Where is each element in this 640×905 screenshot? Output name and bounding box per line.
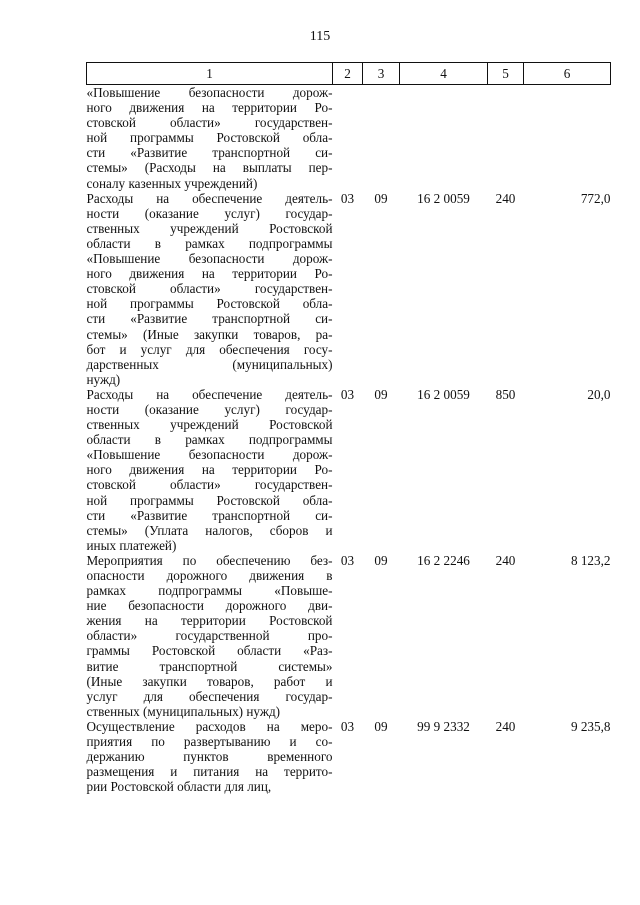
description-line: стовской области» государствен- (86, 477, 333, 493)
description-line: витие транспортной системы» (86, 658, 333, 674)
row-target-article (400, 85, 488, 191)
row-expense-type: 850 (495, 386, 516, 402)
description-line: соналу казенных учреждений) (86, 175, 258, 191)
row-amount: 8 123,2 (570, 552, 611, 568)
description-line: граммы Ростовской области «Раз- (86, 643, 333, 659)
description-line: дарственных (муниципальных) (86, 356, 333, 372)
description-line: ной программы Ростовской обла- (86, 296, 333, 312)
table-row (87, 719, 611, 794)
column-header-5: 5 (488, 63, 524, 85)
description-line: ственных учреждений Ростовской (86, 417, 333, 433)
row-amount (524, 85, 611, 191)
description-line: стемы» (Иные закупки товаров, ра- (86, 326, 333, 342)
row-section: 03 (340, 552, 355, 568)
description-line: области» государственной про- (86, 628, 333, 644)
row-expense-type: 240 (495, 718, 516, 734)
column-header-4: 4 (400, 63, 488, 85)
description-line: ственных учреждений Ростовской (86, 220, 333, 236)
row-description (87, 719, 333, 794)
row-description (87, 85, 333, 191)
row-subsection: 09 (374, 552, 388, 568)
row-section: 03 (340, 718, 355, 734)
row-subsection (363, 85, 400, 191)
description-line: опасности дорожного движения в (86, 568, 333, 583)
description-line: Осуществление расходов на меро- (86, 718, 333, 734)
description-line: стовской области» государствен- (86, 281, 333, 297)
description-line: стемы» (Уплата налогов, сборов и (86, 522, 333, 538)
description-line: области в рамках подпрограммы (86, 432, 333, 448)
row-target-article: 16 2 0059 (417, 386, 470, 402)
table-row (87, 191, 611, 387)
description-line: сти «Развитие транспортной си- (86, 145, 333, 161)
row-description (87, 553, 333, 719)
description-line: рамках подпрограммы «Повыше- (86, 583, 333, 599)
description-line: области в рамках подпрограммы (86, 235, 333, 251)
column-header-6: 6 (524, 63, 611, 85)
description-line: Расходы на обеспечение деятель- (86, 386, 333, 402)
description-line: нужд) (86, 371, 121, 387)
row-subsection: 09 (374, 386, 388, 402)
description-line: сти «Развитие транспортной си- (86, 311, 333, 327)
description-line: Расходы на обеспечение деятель- (86, 190, 333, 206)
description-line: рии Ростовской области для лиц, (86, 779, 272, 795)
row-amount: 772,0 (580, 190, 611, 206)
table-row (87, 85, 611, 191)
description-line: ной программы Ростовской обла- (86, 492, 333, 508)
row-subsection: 09 (374, 190, 388, 206)
description-line: ного движения на территории Ро- (86, 462, 333, 478)
table-body (87, 85, 611, 795)
description-line: бот и услуг для обеспечения госу- (86, 341, 333, 357)
column-header-3: 3 (363, 63, 400, 85)
table-header-row (87, 63, 611, 85)
description-line: Мероприятия по обеспечению без- (86, 552, 333, 568)
row-subsection: 09 (374, 718, 388, 734)
row-amount: 9 235,8 (570, 718, 611, 734)
description-line: ной программы Ростовской обла- (86, 130, 333, 146)
row-target-article: 16 2 0059 (417, 190, 470, 206)
row-description (87, 191, 333, 387)
row-amount: 20,0 (587, 386, 611, 402)
table-row (87, 553, 611, 719)
description-line: держанию пунктов временного (86, 749, 333, 765)
description-line: размещения и питания на террито- (86, 764, 333, 780)
description-line: стемы» (Расходы на выплаты пер- (86, 160, 333, 176)
description-line: жения на территории Ростовской (86, 613, 333, 629)
description-line: услуг для обеспечения государ- (86, 688, 333, 704)
row-target-article: 99 9 2332 (417, 718, 470, 734)
description-line: приятия по развертыванию и со- (86, 734, 333, 750)
description-line: ного движения на территории Ро- (86, 266, 333, 282)
budget-table (86, 62, 611, 794)
row-target-article: 16 2 2246 (417, 552, 470, 568)
row-section: 03 (340, 386, 355, 402)
column-header-2: 2 (333, 63, 363, 85)
table-row (87, 387, 611, 553)
description-line: ности (оказание услуг) государ- (86, 205, 333, 221)
description-line: «Повышение безопасности дорож- (86, 85, 333, 100)
description-line: ние безопасности дорожного дви- (86, 598, 333, 614)
row-expense-type: 240 (495, 552, 516, 568)
row-section: 03 (340, 190, 355, 206)
page-number: 115 (309, 29, 331, 44)
description-line: ственных (муниципальных) нужд) (86, 703, 281, 719)
row-description (87, 387, 333, 553)
description-line: ности (оказание услуг) государ- (86, 401, 333, 417)
description-line: иных платежей) (86, 537, 177, 553)
description-line: ного движения на территории Ро- (86, 100, 333, 116)
description-line: «Повышение безопасности дорож- (86, 251, 333, 267)
description-line: стовской области» государствен- (86, 115, 333, 131)
description-line: сти «Развитие транспортной си- (86, 507, 333, 523)
row-expense-type: 240 (495, 190, 516, 206)
row-expense-type (488, 85, 524, 191)
column-header-1: 1 (87, 63, 333, 85)
description-line: «Повышение безопасности дорож- (86, 447, 333, 463)
description-line: (Иные закупки товаров, работ и (86, 673, 333, 689)
row-section (333, 85, 363, 191)
